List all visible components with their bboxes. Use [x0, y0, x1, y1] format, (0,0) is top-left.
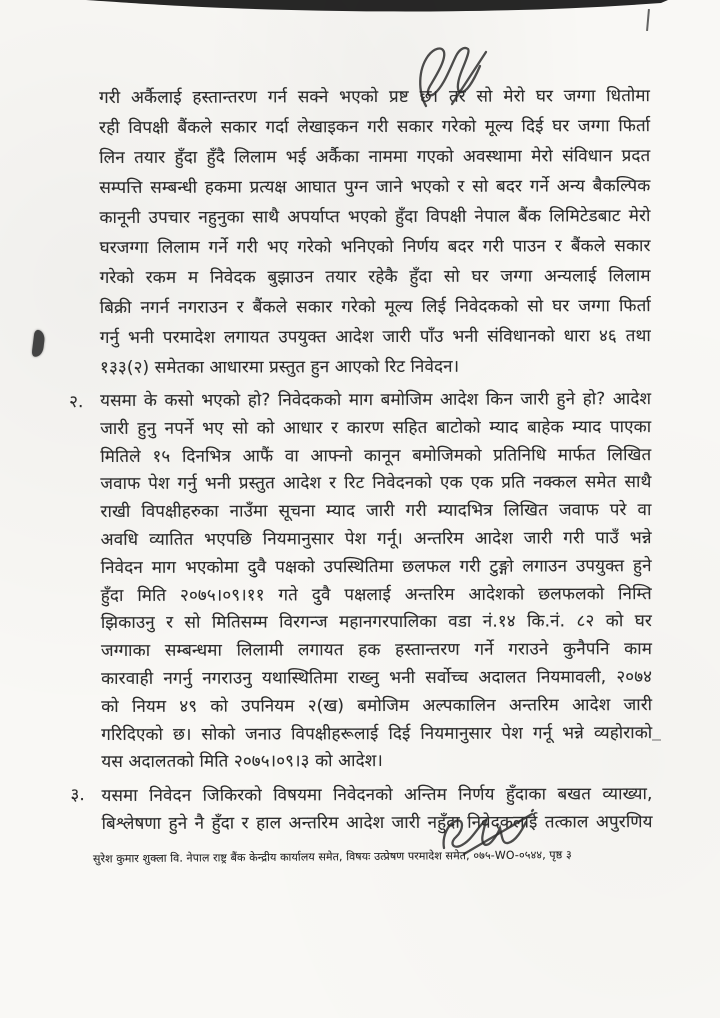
document-body [69, 81, 653, 838]
text-line: लिन तयार हुँदा हुँदै लिलाम भई अर्कैका नाममा गएको अवस्थामा मेरो संविधान प्रदत [99, 146, 651, 168]
text-line: जग्गाका सम्बन्धमा लिलामी लगायत हक हस्तान्तरण गर्ने गराउने कुनैपनि काम [100, 639, 653, 662]
paragraph-number: २. [69, 392, 84, 413]
text-line: गर्नु भनी परमादेश लगायत उपयुक्त आदेश जारी पाँउ भनी संविधानको धारा ४६ तथा [99, 326, 651, 348]
text-line: बिक्री नगर्न नगराउन र बैंकले सकार गरेको मूल्य लिई निवेदकको सो घर जग्गा फिर्ता [99, 296, 651, 318]
text-line: घरजग्गा लिलाम गर्ने गरी भए गरेको भनिएको निर्णय बदर गरी पाउन र बैंकले सकार [99, 236, 651, 258]
text-line: जवाफ पेश गर्नु भनी प्रस्तुत आदेश र रिट निवेदनको एक एक प्रति नक्कल समेत साथै [100, 472, 652, 495]
text-line: अवधि व्यातित भएपछि नियमानुसार पेश गर्नू। अन्तरिम आदेश जारी गरी पाउँ भन्ने [100, 528, 652, 550]
text-line: गरिदिएको छ। सोको जनाउ विपक्षीहरूलाई दिई नियमानुसार पेश गर्नू भन्ने व्यहोराको [101, 722, 653, 745]
pen-tick-mark [646, 9, 650, 31]
scan-edge-artifact [0, 0, 720, 14]
footer-case-reference: सुरेश कुमार शुक्ला वि. नेपाल राष्ट्र बैंक केन्द्रीय कार्यालय समेत, विषयः उत्प्रेषण परमादेश समेत, ०७५-WO-०५४४, पृष्ठ ३ [92, 848, 572, 866]
paragraph-1 [99, 81, 651, 383]
text-line: राखी विपक्षीहरुका नाउँमा सूचना म्याद जारी गरी म्यादभित्र लिखित जवाफ परे वा [100, 500, 652, 523]
text-line: निवेदन माग भएकोमा दुवै पक्षको उपस्थितिमा छलफल गरी टुङ्गो लगाउन उपयुक्त हुने [100, 555, 652, 578]
paragraph-number: ३. [70, 785, 85, 806]
text-line: यस अदालतको मिति २०७५।०९।३ को आदेश। [101, 751, 383, 773]
text-line: यसमा के कसो भएको हो? निवेदकको माग बमोजिम आदेश किन जारी हुने हो? आदेश [100, 389, 652, 411]
text-line: हुँदा मिति २०७५।०९।११ गते दुवै पक्षलाई अन्तरिम आदेशको छलफलको निम्ति [100, 583, 652, 606]
text-line: १३३(२) समेतका आधारमा प्रस्तुत हुन आएको रिट निवेदन। [99, 356, 460, 378]
text-line: जारी हुनु नपर्ने भए सो को आधार र कारण सहित बाटोको म्याद बाहेक म्याद पाएका [100, 416, 652, 439]
text-line: मितिले १५ दिनभित्र आफैं वा आफ्नो कानून बमोजिमको प्रतिनिधि मार्फत लिखित [100, 444, 652, 467]
text-line: कानूनी उपचार नहुनुका साथै अपर्याप्त भएको हुँदा विपक्षी नेपाल बैंक लिमिटेडबाट मेरो [99, 206, 651, 228]
text-line: सम्पत्ति सम्बन्धी हकमा प्रत्यक्ष आघात पुग्न जाने भएको र सो बदर गर्ने अन्य बैकल्पिक [99, 176, 651, 198]
text-line: कारवाही नगर्नु नगराउनु यथास्थितिमा राख्नु भनी सर्वोच्च अदालत नियमावली, २०७४ [101, 667, 653, 689]
text-line: यसमा निवेदन जिकिरको विषयमा निवेदनको अन्तिम निर्णय हुँदाका बखत व्याख्या, [101, 784, 653, 807]
paragraph-3 [70, 780, 653, 838]
text-line: गरी अर्कैलाई हस्तान्तरण गर्न सक्ने भएको प्रष्ट छ। तर सो मेरो घर जग्गा धितोमा [99, 86, 651, 108]
text-line: को नियम ४९ को उपनियम २(ख) बमोजिम अल्पकालिन अन्तरिम आदेश जारी [101, 694, 653, 717]
text-line: बिश्लेषणा हुने नै हुँदा र हाल अन्तरिम आदेश जारी नहुँदा निवेदकलाई तत्काल अपुरणिय [101, 812, 653, 835]
paragraph-2 [69, 386, 653, 777]
margin-dash-mark [652, 739, 661, 741]
text-line: रही विपक्षी बैंकले सकार गर्दा लेखाइकन गरी सकार गरेको मूल्य दिई घर जग्गा फिर्ता [99, 116, 651, 138]
text-line: झिकाउनु र सो मितिसम्म विरगन्ज महानगरपालिका वडा नं.१४ कि.नं. ८२ को घर [100, 611, 652, 634]
text-line: गरेको रकम म निवेदक बुझाउन तयार रहेकै हुँदा सो घर जग्गा अन्यलाई लिलाम [99, 266, 651, 288]
ink-smudge-icon [31, 329, 45, 357]
